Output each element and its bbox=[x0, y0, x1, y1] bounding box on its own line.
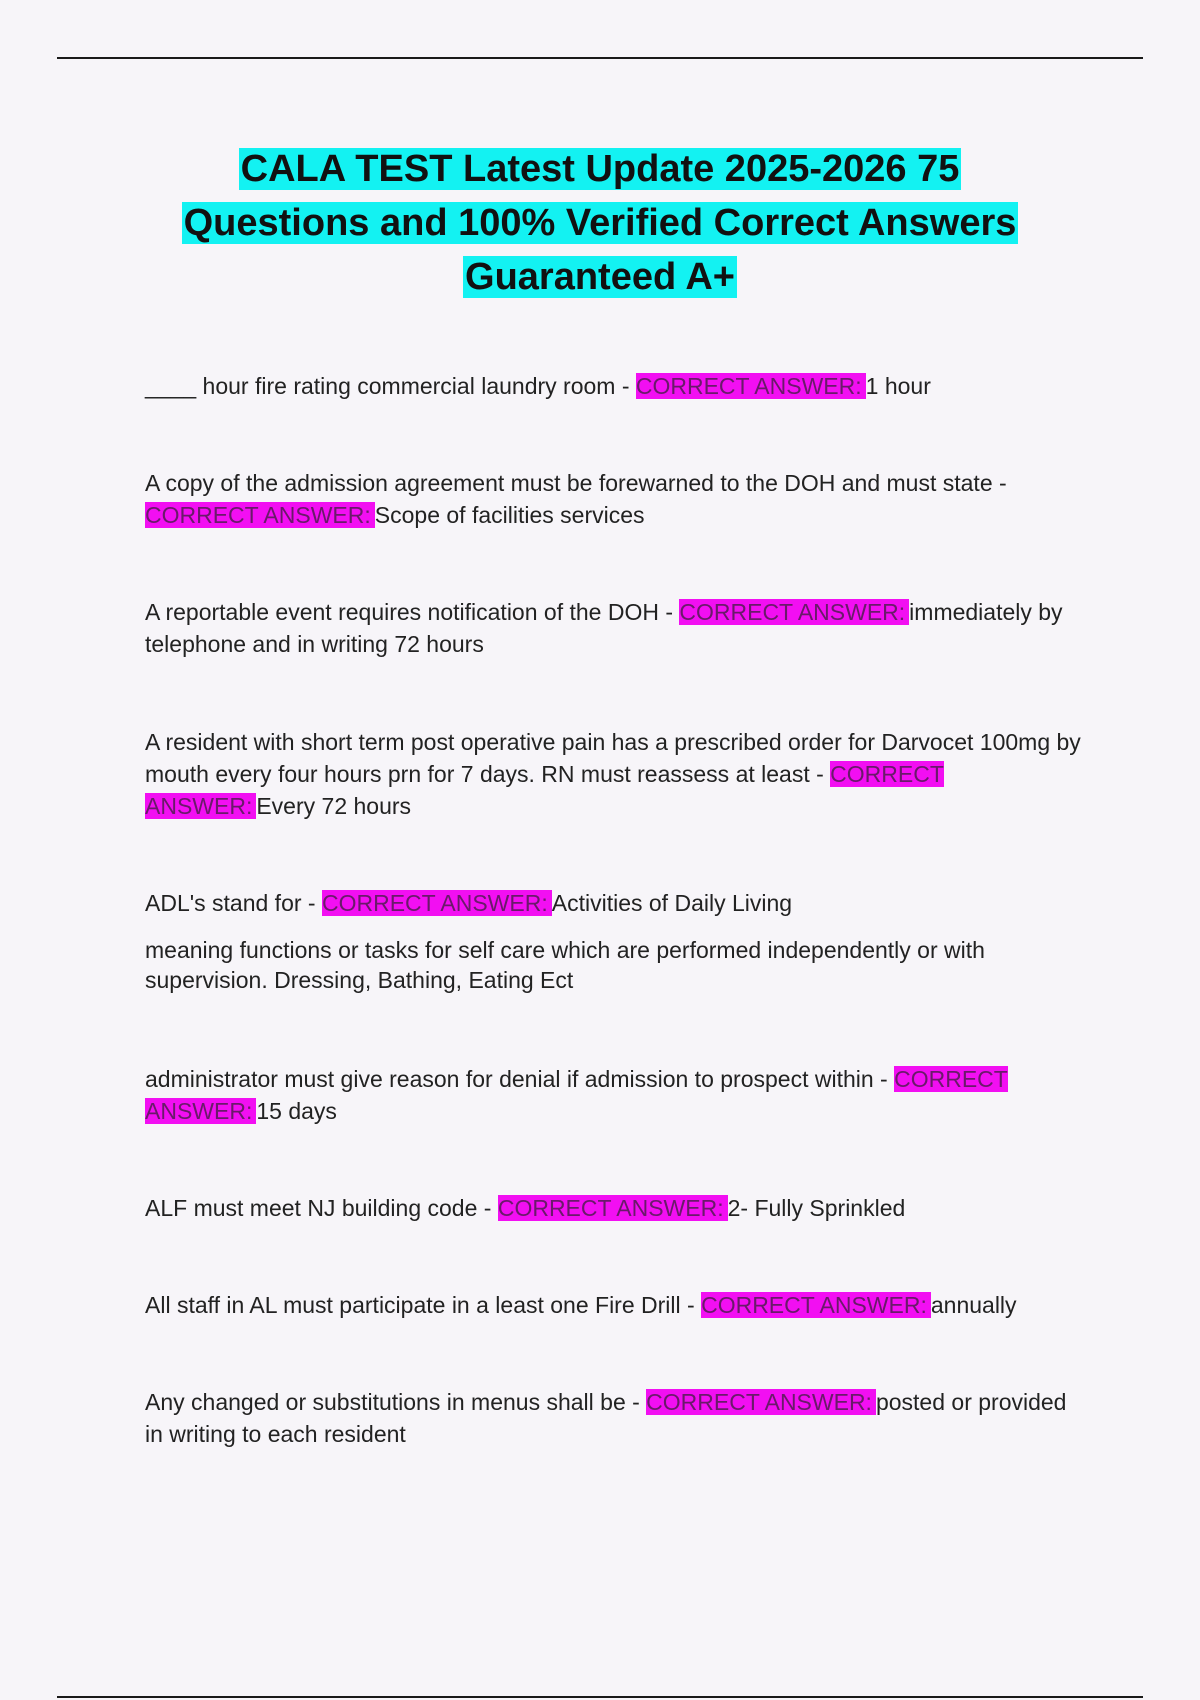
correct-answer-tag: CORRECT ANSWER: bbox=[498, 1195, 728, 1221]
answer-text: immediately by telephone and in writing 72 hours bbox=[145, 599, 1063, 657]
answer-text: Every 72 hours bbox=[256, 793, 412, 819]
title-line-1: CALA TEST Latest Update 2025-2026 75 bbox=[240, 148, 960, 190]
correct-answer-tag: CORRECT ANSWER: bbox=[701, 1292, 931, 1318]
correct-answer-tag: CORRECT ANSWER: bbox=[145, 761, 944, 819]
qa-item bbox=[145, 1386, 1085, 1450]
question-text: ____ hour fire rating commercial laundry room - bbox=[145, 373, 636, 399]
document-title bbox=[100, 142, 1100, 304]
qa-item bbox=[145, 1063, 1085, 1127]
correct-answer-tag: CORRECT ANSWER: bbox=[646, 1389, 876, 1415]
question-text: A reportable event requires notification of the DOH - bbox=[145, 599, 680, 625]
question-text: ALF must meet NJ building code - bbox=[145, 1195, 498, 1221]
question-text: administrator must give reason for denial if admission to prospect within - bbox=[145, 1066, 895, 1092]
correct-answer-tag: CORRECT ANSWER: bbox=[679, 599, 909, 625]
qa-item bbox=[145, 467, 1085, 531]
top-rule bbox=[57, 57, 1143, 59]
question-text: All staff in AL must participate in a least one Fire Drill - bbox=[145, 1292, 702, 1318]
question-text: ADL's stand for - bbox=[145, 890, 322, 916]
correct-answer-tag: CORRECT ANSWER: bbox=[636, 373, 866, 399]
answer-text: annually bbox=[930, 1292, 1017, 1318]
answer-text: Scope of facilities services bbox=[374, 502, 645, 528]
question-text: Any changed or substitutions in menus shall be - bbox=[145, 1389, 647, 1415]
qa-item bbox=[145, 1192, 1085, 1224]
title-line-2: Questions and 100% Verified Correct Answers bbox=[183, 202, 1017, 244]
question-text: A resident with short term post operative pain has a prescribed order for Darvocet 100mg by mouth every four hours prn for 7 days. RN must reassess at least - bbox=[145, 729, 1081, 787]
answer-explanation: meaning functions or tasks for self care which are performed independently or with supervision. Dressing, Bathing, Eating Ect bbox=[145, 937, 985, 993]
correct-answer-tag: CORRECT ANSWER: bbox=[145, 1066, 1008, 1124]
qa-item bbox=[145, 887, 1085, 995]
qa-item bbox=[145, 726, 1085, 822]
answer-text: 2- Fully Sprinkled bbox=[727, 1195, 906, 1221]
title-line-3: Guaranteed A+ bbox=[465, 256, 735, 298]
qa-item bbox=[145, 596, 1085, 660]
correct-answer-tag: CORRECT ANSWER: bbox=[145, 502, 375, 528]
answer-text: 1 hour bbox=[865, 373, 931, 399]
question-text: A copy of the admission agreement must be forewarned to the DOH and must state - bbox=[145, 470, 1007, 496]
qa-item bbox=[145, 370, 1085, 402]
bottom-rule bbox=[57, 1696, 1143, 1698]
answer-text: posted or provided in writing to each resident bbox=[145, 1389, 1067, 1447]
correct-answer-tag: CORRECT ANSWER: bbox=[322, 890, 552, 916]
answer-text: Activities of Daily Living bbox=[551, 890, 793, 916]
answer-text: 15 days bbox=[256, 1098, 337, 1124]
qa-item bbox=[145, 1289, 1085, 1321]
